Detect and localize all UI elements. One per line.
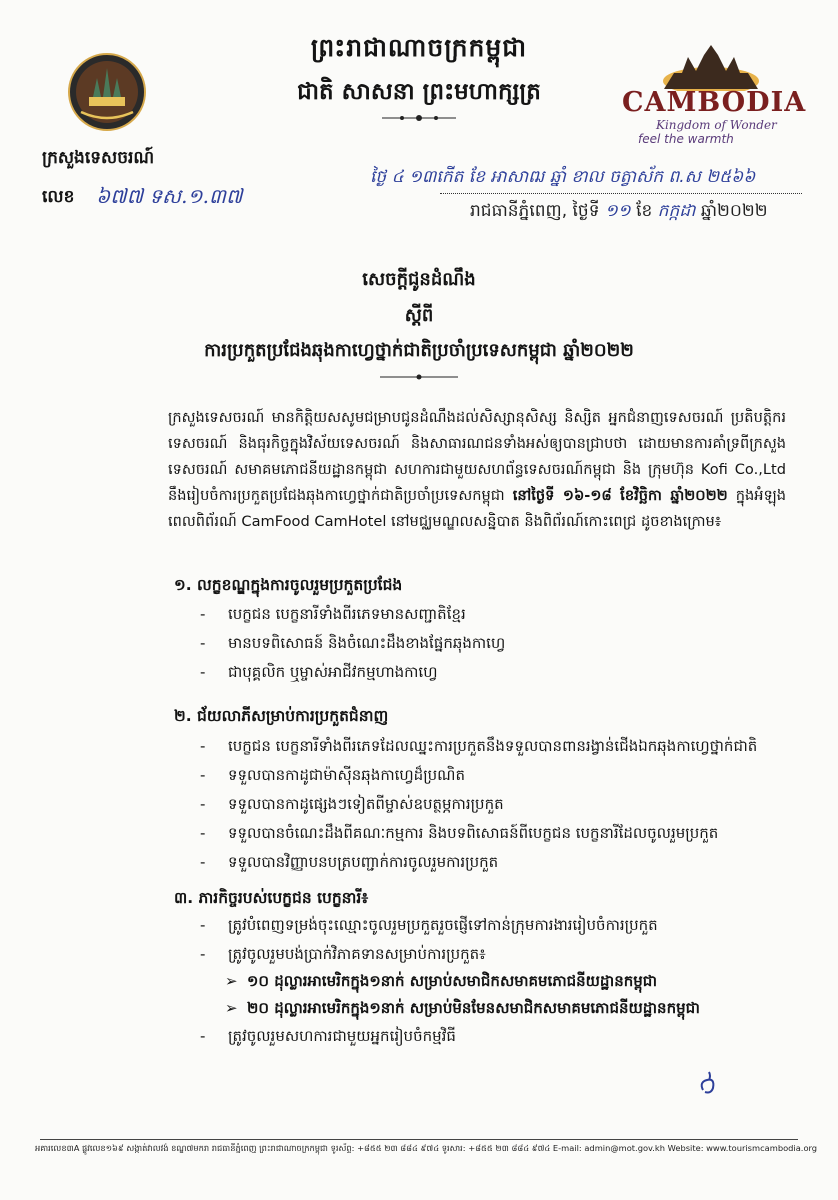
ministry-of-tourism-logo	[67, 52, 147, 132]
intro-tail: ក្នុងអំឡុងពេលពិព័រណ៍ CamFood CamHotel នៅមជ្ឈមណ្ឌលសន្និបាត និងពិព័រណ៍កោះពេជ្រ ដូចខាងក្រោម៖	[168, 487, 786, 530]
sub-list-item: ➢ ២០ ដុល្លារអាមេរិកក្នុង១នាក់ សម្រាប់មិនមែនសមាជិកសមាគមភោជនីយដ្ឋានកម្ពុជា	[225, 999, 700, 1017]
reference-label: លេខ	[42, 187, 75, 207]
date-month: កក្កដា	[657, 201, 696, 221]
list-item: - ត្រូវបំពេញទម្រង់ចុះឈ្មោះចូលរួមប្រកួតរួចផ្ញើទៅកាន់ក្រុមការងាររៀបចំការប្រកួត	[200, 916, 658, 934]
place-label: រាជធានីភ្នំពេញ, ថ្ងៃទី	[470, 201, 600, 221]
place-and-date	[470, 200, 768, 225]
date-year: ឆ្នាំ២០២២	[700, 201, 768, 221]
list-item: - មានបទពិសោធន៍ និងចំណេះដឹងខាងផ្នែកឆុងកាហ្វេ	[200, 634, 506, 652]
national-motto: ជាតិ សាសនា ព្រះមហាក្សត្រ	[297, 79, 541, 105]
document-subject: ការប្រកួតប្រជែងឆុងកាហ្វេថ្នាក់ជាតិប្រចាំប្រទេសកម្ពុជា ឆ្នាំ២០២២	[204, 340, 634, 361]
footer-contact: អគារលេខ៣A ផ្លូវលេខ១៦៩ សង្កាត់វាលវង់ ខណ្ឌ៧មករា រាជធានីភ្នំពេញ ព្រះរាជាណាចក្រកម្ពុជា ទូរស័ព្ទ: +៨៥៥ ២៣ ៨៨៤ ៩៧៤ ទូរសារ: +៨៥៥ ២៣ ៨៨៤ ៩៧៤ E-mail: admin@mot.gov.kh Website: www.tourismcambodia.org	[35, 1143, 818, 1153]
list-item: - ទទួលបានវិញ្ញាបនបត្របញ្ជាក់ការចូលរួមការប្រកួត	[200, 853, 499, 871]
list-item: - ទទួលបានកាដូផ្សេងៗទៀតពីម្ចាស់ឧបត្ថម្ភការប្រកួត	[200, 795, 504, 813]
intro-event-date: នៅថ្ងៃទី ១៦-១៨ ខែវិច្ឆិកា ឆ្នាំ២០២២	[512, 487, 728, 504]
brand-tagline: Kingdom of Wonder	[656, 118, 777, 132]
about-label: ស្តីពី	[404, 305, 434, 326]
list-item: - ទទួលបានកាដូជាម៉ាស៊ីនឆុងកាហ្វេដ៏ប្រណិត	[200, 766, 466, 784]
list-item: - បេក្ខជន បេក្ខនារីទាំងពីរភេទដែលឈ្នះការប្រកួតនឹងទទួលបានពានរង្វាន់ជើងឯកឆុងកាហ្វេថ្នាក់ជាតិ	[200, 737, 758, 755]
cambodia-brand-logo	[622, 43, 807, 151]
header-ornament	[382, 112, 456, 124]
list-item: - ទទួលបានចំណេះដឹងពីគណៈកម្មការ និងបទពិសោធន៍ពីបេក្ខជន បេក្ខនារីដែលចូលរួមប្រកួត	[200, 824, 719, 842]
section-2-title: ២. ជ័យលាភីសម្រាប់ការប្រកួតជំនាញ	[174, 707, 389, 725]
month-label: ខែ	[636, 201, 653, 221]
section-3-title: ៣. ភារកិច្ចរបស់បេក្ខជន បេក្ខនារី៖	[174, 889, 369, 907]
ministry-name: ក្រសួងទេសចរណ៍	[42, 148, 155, 168]
list-item: - ត្រូវចូលរួមបង់ប្រាក់វិភាគទានសម្រាប់ការប្រកួត៖	[200, 945, 486, 963]
lunar-date-underline	[440, 193, 802, 194]
reference-number: ៦៧៧ ទស.១.៣៧	[96, 184, 243, 208]
footer-divider	[40, 1139, 798, 1140]
brand-name: CAMBODIA	[622, 87, 807, 118]
title-ornament	[380, 372, 458, 382]
lunar-date: ថ្ងៃ ៤ ១៣កើត ខែ អាសាឍ ឆ្នាំ ខាល ចត្វាស័ក ព.ស ២៥៦៦	[370, 167, 756, 187]
list-item: - ត្រូវចូលរួមសហការជាមួយអ្នករៀបចំកម្មវិធី	[200, 1027, 456, 1045]
section-1-title: ១. លក្ខខណ្ឌក្នុងការចូលរួមប្រកួតប្រជែង	[174, 576, 403, 594]
angkor-silhouette-icon	[652, 43, 770, 91]
document-type: សេចក្តីជូនដំណឹង	[362, 269, 476, 290]
intro-paragraph	[168, 405, 786, 535]
list-item: - បេក្ខជន បេក្ខនារីទាំងពីរភេទមានសញ្ជាតិខ្មែរ	[200, 605, 466, 623]
kingdom-title: ព្រះរាជាណាចក្រកម្ពុជា	[310, 33, 528, 62]
signature-mark	[695, 1068, 725, 1098]
sub-list-item: ➢ ១០ ដុល្លារអាមេរិកក្នុង១នាក់ សម្រាប់សមាជិកសមាគមភោជនីយដ្ឋានកម្ពុជា	[225, 972, 658, 990]
list-item: - ជាបុគ្គលិក ឬម្ចាស់អាជីវកម្មហាងកាហ្វេ	[200, 663, 438, 681]
brand-slogan: feel the warmth	[638, 132, 734, 146]
date-day: ១១	[604, 201, 631, 221]
intro-text: ក្រសួងទេសចរណ៍ មានកិត្តិយសសូមជម្រាបជូនដំណឹងដល់សិស្សានុសិស្ស និស្សិត អ្នកជំនាញទេសចរណ៍ ប្រតិបត្តិករទេសចរណ៍ និងធុរកិច្ចក្នុងវិស័យទេសចរណ៍ និងសាធារណជនទាំងអស់ឲ្យបានជ្រាបថា ដោយមានការគាំទ្រពីក្រសួងទេសចរណ៍ សមាគមភោជនីយដ្ឋានកម្ពុជា សហការជាមួយសហព័ន្ធទេសចរណ៍កម្ពុជា និង ក្រុមហ៊ុន Kofi Co.,Ltd នឹងរៀបចំការប្រកួតប្រជែងឆុងកាហ្វេថ្នាក់ជាតិប្រចាំប្រទេសកម្ពុជា	[168, 409, 786, 504]
